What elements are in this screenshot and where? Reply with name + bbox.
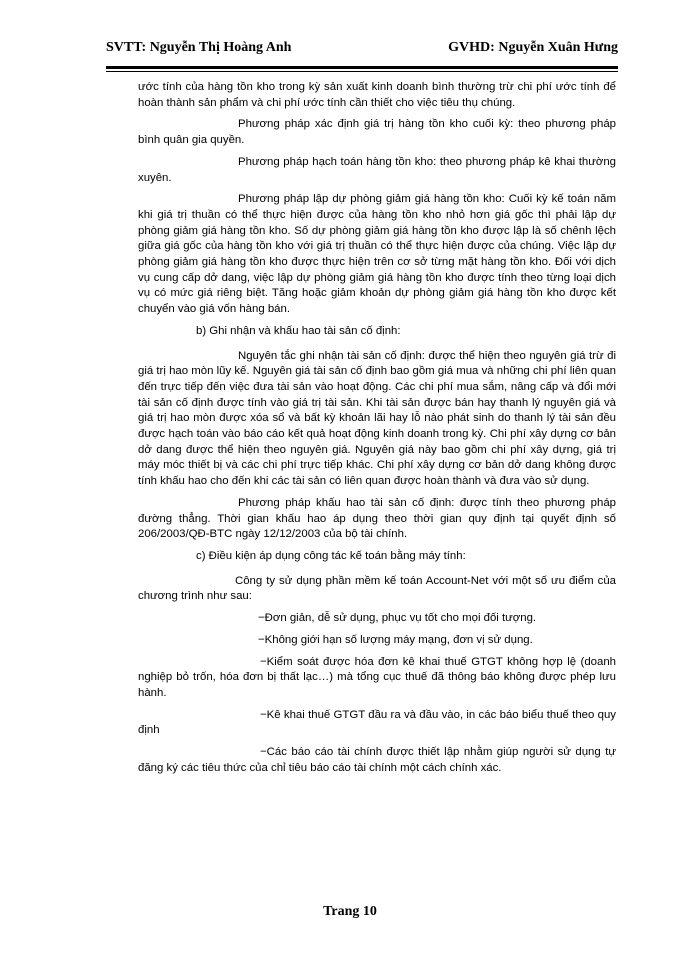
student-name: SVTT: Nguyễn Thị Hoàng Anh	[106, 40, 292, 55]
document-body	[138, 80, 616, 782]
header-rule-thick	[106, 66, 618, 69]
paragraph-depreciation-method: Phương pháp khấu hao tài sản cố định: được tính theo phương pháp đường thẳng. Thời gian khấu hao áp dụng theo thời gian quy định tại quyết định số 206/2003/QĐ-BTC ngày 12/12/2003 của bộ tài chính.	[138, 496, 616, 541]
page-number: Trang 10	[323, 904, 377, 919]
paragraph-fixed-asset-recognition: Nguyên tắc ghi nhận tài sản cố định: được thể hiện theo nguyên giá trừ đi giá trị hao mòn lũy kế. Nguyên giá tài sản cố định bao gồm giá mua và những chi phí liên quan đến trực tiếp đến việc đưa tài sản vào hoạt động. Các chi phí mua sắm, nâng cấp và đổi mới tài sản cố định được tính vào giá trị tài sản. Khi tài sản được bán hay thanh lý nguyên giá và giá trị hao mòn được xóa sổ và bất kỳ khoản lãi hay lỗ nào phát sinh do thanh lý tài sản đều được hạch toán vào báo cáo kết quả hoạt động kinh doanh trong kỳ. Chi phí xây dựng cơ bản dở dang được thể hiện theo nguyên giá. Nguyên giá này bao gồm chi phí xây dựng, giá trị máy móc thiết bị và các chi phí trực tiếp khác. Chi phí xây dựng cơ bản dở dang không được tính khấu hao cho đến khi các tài sản có liên quan được hoàn thành và đưa vào sử dụng.	[138, 349, 616, 488]
bullet-item: −Kê khai thuế GTGT đầu ra và đầu vào, in các báo biểu thuế theo quy định	[138, 708, 616, 737]
paragraph-inventory-cont: ước tính của hàng tồn kho trong kỳ sản xuất kinh doanh bình thường trừ chi phí ước tính để hoàn thành sản phẩm và chi phí ước tính cần thiết cho việc tiêu thụ chúng.	[138, 81, 616, 109]
subheading-fixed-assets: b) Ghi nhận và khấu hao tài sản cố định:	[196, 324, 401, 337]
advisor-name: GVHD: Nguyễn Xuân Hưng	[448, 40, 618, 55]
bullet-item: −Không giới hạn số lượng máy mạng, đơn vị sử dụng.	[258, 633, 533, 646]
paragraph-software: Công ty sử dụng phần mềm kế toán Account-Net với một số ưu điểm của chương trình như sau:	[138, 574, 616, 603]
page-header	[106, 40, 618, 62]
header-rule-thin	[106, 71, 618, 72]
paragraph-inventory-valuation: Phương pháp xác định giá trị hàng tồn kho cuối kỳ: theo phương pháp bình quân gia quyền.	[138, 118, 616, 147]
bullet-item: −Đơn giản, dễ sử dụng, phục vụ tốt cho mọi đối tượng.	[258, 612, 537, 625]
paragraph-inventory-provision: Phương pháp lập dự phòng giảm giá hàng tồn kho: Cuối kỳ kế toán năm khi giá trị thuần có thể thực hiện được của hàng tồn kho nhỏ hơn giá gốc thì phải lập dự phòng giảm giá hàng tồn kho. Số dự phòng giảm giá hàng tồn kho được lập là số chênh lệch giữa giá gốc của hàng tồn kho với giá trị thuần có thể thực hiện được của chúng. Việc lập dự phòng giảm giá hàng tồn kho được thực hiện trên cơ sở từng mặt hàng tồn kho. Đối với dịch vụ cung cấp dở dang, việc lập dự phòng giảm giá hàng tồn kho được tính theo từng loại dịch vụ có mức giá riêng biệt. Tăng hoặc giảm khoản dự phòng giảm giá hàng tồn kho được kết chuyển vào giá vốn hàng bán.	[138, 193, 616, 316]
subheading-computer-accounting: c) Điều kiện áp dụng công tác kế toán bằng máy tính:	[196, 549, 466, 562]
bullet-item: −Kiểm soát được hóa đơn kê khai thuế GTGT không hợp lệ (doanh nghiệp bỏ trốn, hóa đơn bị thất lạc…) mà tổng cục thuế đã thông báo không được phép lưu hành.	[138, 655, 616, 699]
bullet-item: −Các báo cáo tài chính được thiết lập nhằm giúp người sử dụng tự đăng ký các tiêu thức của chỉ tiêu báo cáo tài chính một cách chính xác.	[138, 746, 616, 774]
paragraph-inventory-accounting: Phương pháp hạch toán hàng tồn kho: theo phương pháp kê khai thường xuyên.	[138, 155, 616, 184]
